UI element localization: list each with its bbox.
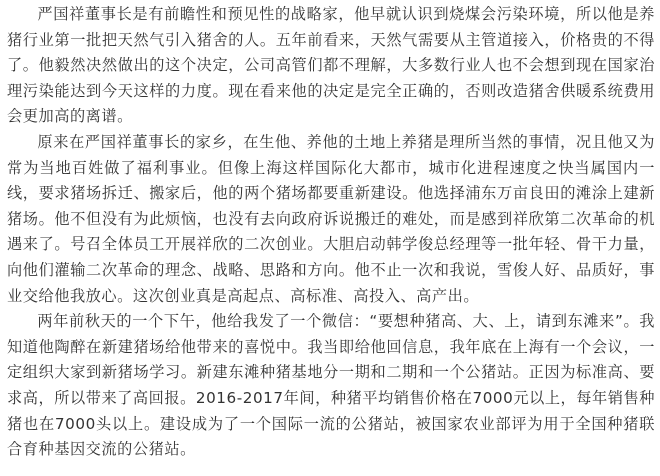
paragraph-2: 原来在严国祥董事长的家乡，在生他、养他的土地上养猪是理所当然的事情，况且他又为常为当地百姓做了福利事业。但像上海这样国际化大都市，城市化进程速度之快当属国内一线，要求猪场拆迁、搬家后，他的两个猪场都要重新建设。他选择浦东万亩良田的滩涂上建新猪场。他不但没有为此烦恼，也没有去向政府诉说搬迁的难处，而是感到祥欣第二次革命的机遇来了。号召全体员工开展祥欣的二次创业。大胆启动韩学俊总经理等一批年轻、骨干力量，向他们灌输二次革命的理念、战略、思路和方向。他不止一次和我说，雪俊人好、品质好，事业交给他我放心。这次创业真是高起点、高标准、高投入、高产出。 (7, 132, 655, 305)
article-body (7, 2, 655, 463)
paragraph-1: 严国祥董事长是有前瞻性和预见性的战略家，他早就认识到烧煤会污染环境，所以他是养猪行业第一批把天然气引入猪舍的人。五年前看来，天然气需要从主管道接入，价格贵的不得了。他毅然决然做出的这个决定，公司高管们都不理解，大多数行业人也不会想到现在国家治理污染能达到今天这样的力度。现在看来他的决定是完全正确的，否则改造猪舍供暖系统费用会更加高的离谱。 (7, 5, 655, 126)
paragraph-3: 两年前秋天的一个下午，他给我发了一个微信：“要想种猪高、大、上，请到东滩来”。我知道他陶醉在新建猪场给他带来的喜悦中。我当即给他回信息，我年底在上海有一个会议，一定组织大家到新猪场学习。新建东滩种猪基地分一期和二期和一个公猪站。正因为标准高、要求高，所以带来了高回报。2016-2017年间，种猪平均销售价格在7000元以上，每年销售种猪也在7000头以上。建设成为了一个国际一流的公猪站，被国家农业部评为用于全国种猪联合育种基因交流的公猪站。 (7, 312, 655, 459)
